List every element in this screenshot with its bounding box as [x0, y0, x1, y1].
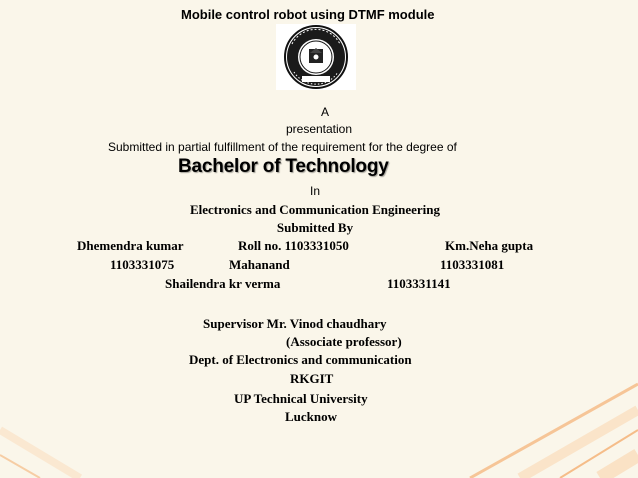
stripes-bottom-left [0, 430, 80, 478]
supervisor-name: Supervisor Mr. Vinod chaudhary [203, 316, 387, 331]
student-1-roll: 1103331075 [110, 257, 175, 272]
degree-name: Bachelor of Technology [178, 156, 389, 177]
student-4-roll: 1103331141 [387, 276, 451, 291]
project-title: Mobile control robot using DTMF module [181, 7, 435, 22]
line-in: In [309, 184, 320, 198]
college-seal-icon [276, 24, 356, 90]
line-a: A [320, 105, 329, 119]
student-1-name: Dhemendra kumar [77, 238, 184, 253]
student-3-name: Km.Neha gupta [445, 238, 534, 253]
student-2-name: Mahanand [229, 257, 290, 272]
submission-statement: Submitted in partial fulfillment of the requirement for the degree of [108, 140, 457, 154]
university-name: UP Technical University [234, 391, 368, 406]
city-name: Lucknow [285, 409, 338, 424]
branch-name: Electronics and Communication Engineering [189, 202, 441, 217]
stripes-bottom-right [470, 384, 638, 478]
student-3-roll: 1103331081 [440, 257, 505, 272]
department-name: Dept. of Electronics and communication [189, 352, 412, 367]
student-2-roll: Roll no. 1103331050 [238, 238, 349, 253]
line-presentation: presentation [285, 122, 353, 136]
submitted-by-label: Submitted By [276, 220, 354, 235]
institute-name: RKGIT [290, 371, 334, 386]
student-4-name: Shailendra kr verma [165, 276, 281, 291]
supervisor-role: (Associate professor) [286, 334, 402, 349]
college-logo [276, 24, 356, 90]
